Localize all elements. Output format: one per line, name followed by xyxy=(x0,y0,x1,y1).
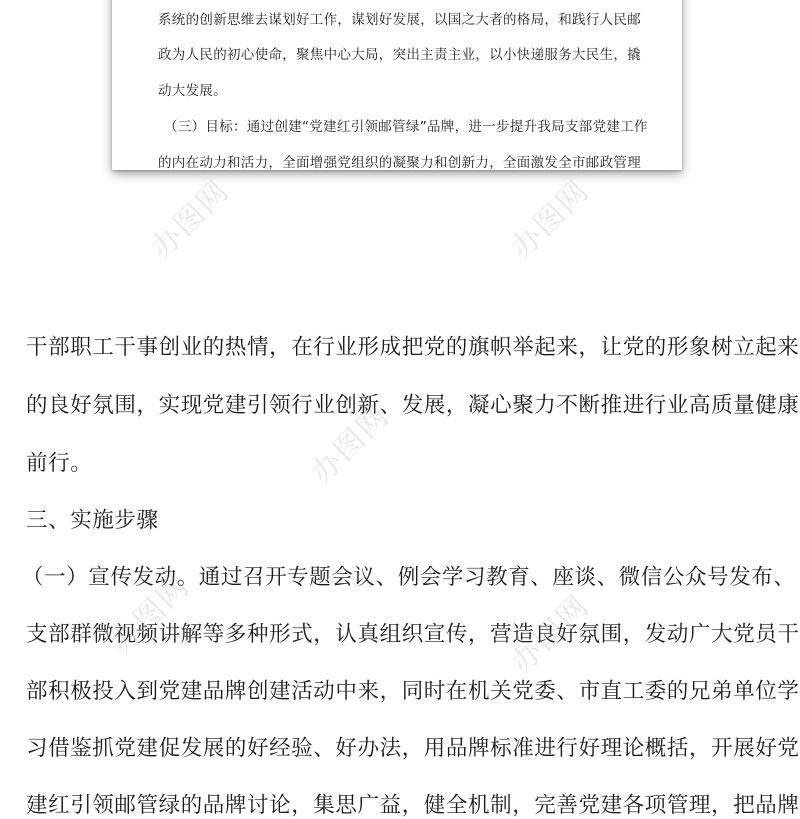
watermark: 办图网 xyxy=(144,173,237,266)
body-paragraph-line: 习借鉴抓党建促发展的好经验、好办法，用品牌标准进行好理论概括，开展好党 xyxy=(26,736,800,761)
watermark: 办图网 xyxy=(504,588,597,681)
section-heading: 三、实施步骤 xyxy=(26,508,159,533)
watermark: 办图网 xyxy=(504,173,597,266)
body-paragraph-line: （一）宣传发动。通过召开专题会议、例会学习教育、座谈、微信公众号发布、 xyxy=(22,565,796,590)
preview-line: 政为人民的初心使命，聚焦中心大局，突出主责主业，以小快递服务大民生，撬 xyxy=(158,47,641,63)
body-paragraph-line: 干部职工干事创业的热情，在行业形成把党的旗帜举起来，让党的形象树立起来 xyxy=(26,335,800,360)
document-preview-card xyxy=(112,0,682,170)
preview-line: 系统的创新思维去谋划好工作，谋划好发展，以国之大者的格局，和践行人民邮 xyxy=(158,12,641,28)
watermark: 办图网 xyxy=(104,568,197,661)
body-paragraph-line: 建红引领邮管绿的品牌讨论，集思广益，健全机制，完善党建各项管理，把品牌 xyxy=(26,793,800,818)
preview-line: 的内在动力和活力，全面增强党组织的凝聚力和创新力，全面激发全市邮政管理 xyxy=(158,155,641,170)
preview-line: 动大发展。 xyxy=(158,83,227,99)
body-paragraph-line: 前行。 xyxy=(26,451,93,476)
body-paragraph-line: 支部群微视频讲解等多种形式，认真组织宣传，营造良好氛围，发动广大党员干 xyxy=(26,622,800,647)
body-paragraph-line: 的良好氛围，实现党建引领行业创新、发展，凝心聚力不断推进行业高质量健康 xyxy=(26,393,800,418)
preview-line: （三）目标：通过创建“党建红引领邮管绿”品牌，进一步提升我局支部党建工作 xyxy=(164,119,648,135)
body-paragraph-line: 部积极投入到党建品牌创建活动中来，同时在机关党委、市直工委的兄弟单位学 xyxy=(26,679,800,704)
watermark: 办图网 xyxy=(304,398,397,491)
